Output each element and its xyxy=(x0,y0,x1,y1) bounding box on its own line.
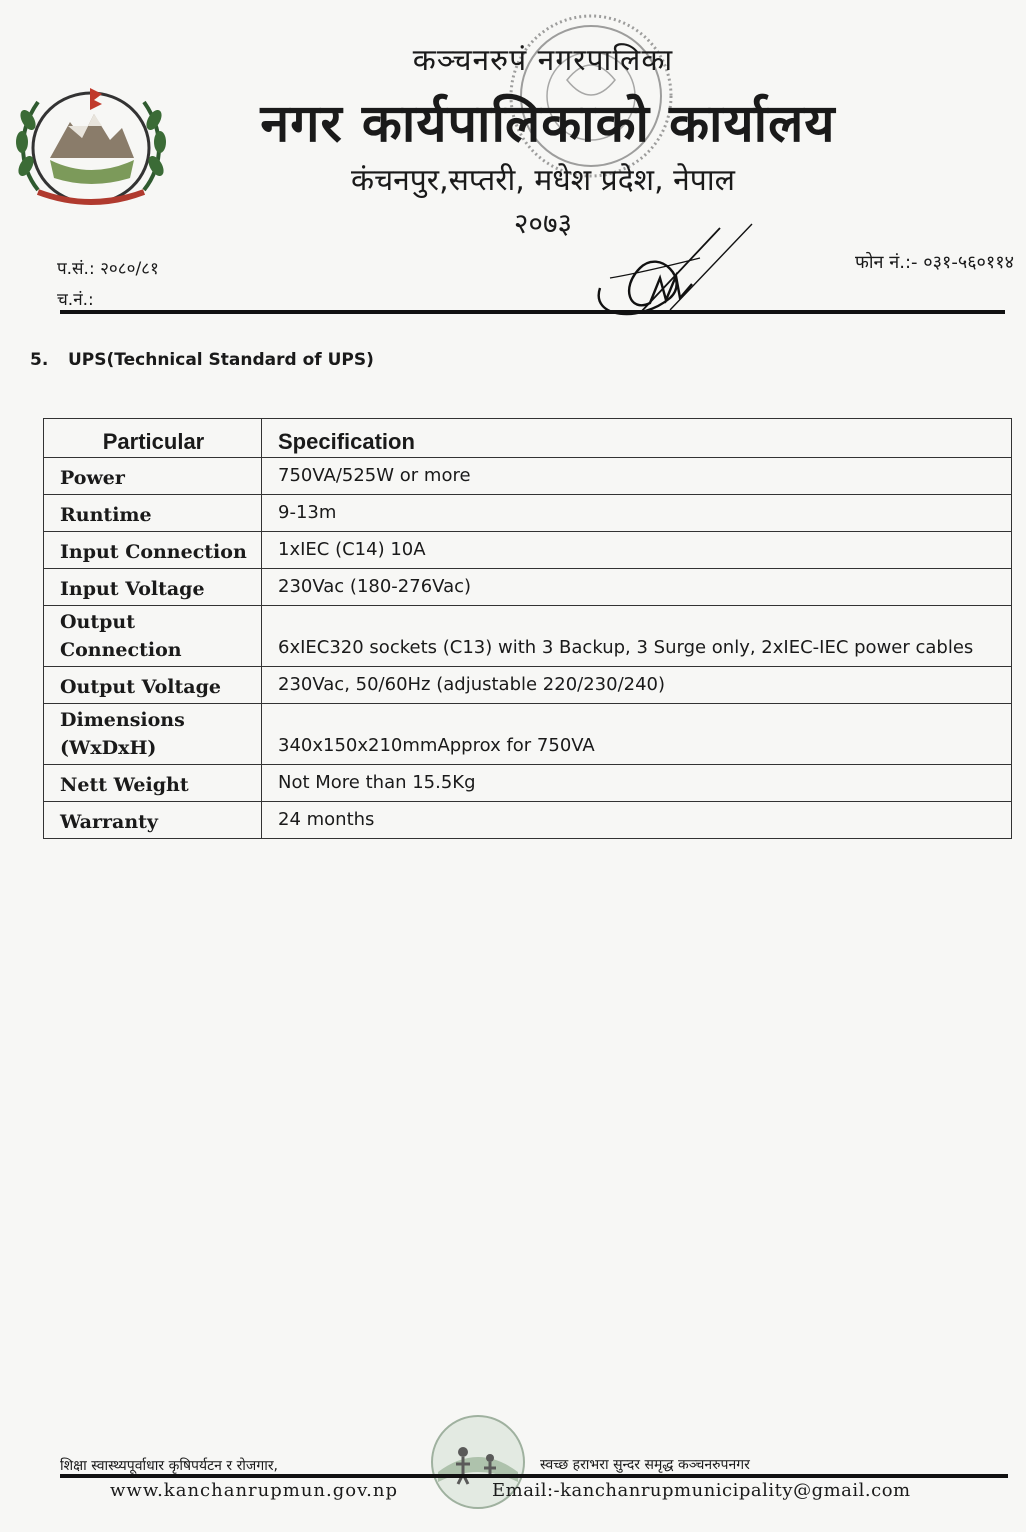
section-title: UPS(Technical Standard of UPS) xyxy=(68,350,374,370)
established-year: २०७३ xyxy=(513,207,573,240)
ups-spec-table xyxy=(43,418,1012,839)
table-row xyxy=(44,495,1012,532)
office-title: नगर कार्यपालिकाको कार्यालय xyxy=(260,94,836,154)
table-row xyxy=(44,667,1012,704)
footer-slogan-right: स्वच्छ हराभरा सुन्दर समृद्ध कञ्चनरुपनगर xyxy=(540,1457,750,1473)
specification-cell: 340x150x210mmApprox for 750VA xyxy=(262,704,1012,765)
specification-cell: 9-13m xyxy=(262,495,1012,532)
footer-email-link[interactable]: Email:-kanchanrupmunicipality@gmail.com xyxy=(492,1480,911,1501)
office-address: कंचनपुर,सप्तरी, मधेश प्रदेश, नेपाल xyxy=(351,163,735,198)
table-row xyxy=(44,606,1012,667)
table-row xyxy=(44,458,1012,495)
phone-number: फोन नं.:- ०३१-५६०११४ xyxy=(855,252,1014,273)
table-row xyxy=(44,802,1012,839)
column-header-specification: Specification xyxy=(262,419,1012,458)
table-row xyxy=(44,569,1012,606)
section-heading xyxy=(30,350,374,370)
particular-cell: Power xyxy=(44,458,262,495)
particular-cell: Dimensions (WxDxH) xyxy=(44,704,262,765)
specification-cell: 750VA/525W or more xyxy=(262,458,1012,495)
table-header-row xyxy=(44,419,1012,458)
specification-cell: 230Vac, 50/60Hz (adjustable 220/230/240) xyxy=(262,667,1012,704)
specification-cell: 230Vac (180-276Vac) xyxy=(262,569,1012,606)
particular-cell: Runtime xyxy=(44,495,262,532)
dispatch-number: च.नं.: xyxy=(57,290,94,310)
table-row xyxy=(44,704,1012,765)
table-row xyxy=(44,765,1012,802)
particular-cell: Input Connection xyxy=(44,532,262,569)
section-number: 5. xyxy=(30,350,49,370)
particular-cell: Input Voltage xyxy=(44,569,262,606)
specification-cell: 6xIEC320 sockets (C13) with 3 Backup, 3 Surge only, 2xIEC-IEC power cables xyxy=(262,606,1012,667)
particular-cell: Warranty xyxy=(44,802,262,839)
particular-cell: Output Connection xyxy=(44,606,262,667)
municipality-name: कञ्चनरुपं नगरपालिका xyxy=(412,43,674,78)
specification-cell: 1xIEC (C14) 10A xyxy=(262,532,1012,569)
reference-number: प.सं.: २०८०/८१ xyxy=(57,259,159,279)
particular-cell: Nett Weight xyxy=(44,765,262,802)
footer-divider xyxy=(60,1474,1008,1478)
table-row xyxy=(44,532,1012,569)
specification-cell: Not More than 15.5Kg xyxy=(262,765,1012,802)
specification-cell: 24 months xyxy=(262,802,1012,839)
footer-website-link[interactable]: www.kanchanrupmun.gov.np xyxy=(110,1480,398,1501)
column-header-particular: Particular xyxy=(44,419,262,458)
footer-slogan-left: शिक्षा स्वास्थ्यपूर्वाधार कृषिपर्यटन र रोजगार, xyxy=(60,1458,278,1474)
header-divider xyxy=(60,310,1005,314)
particular-cell: Output Voltage xyxy=(44,667,262,704)
